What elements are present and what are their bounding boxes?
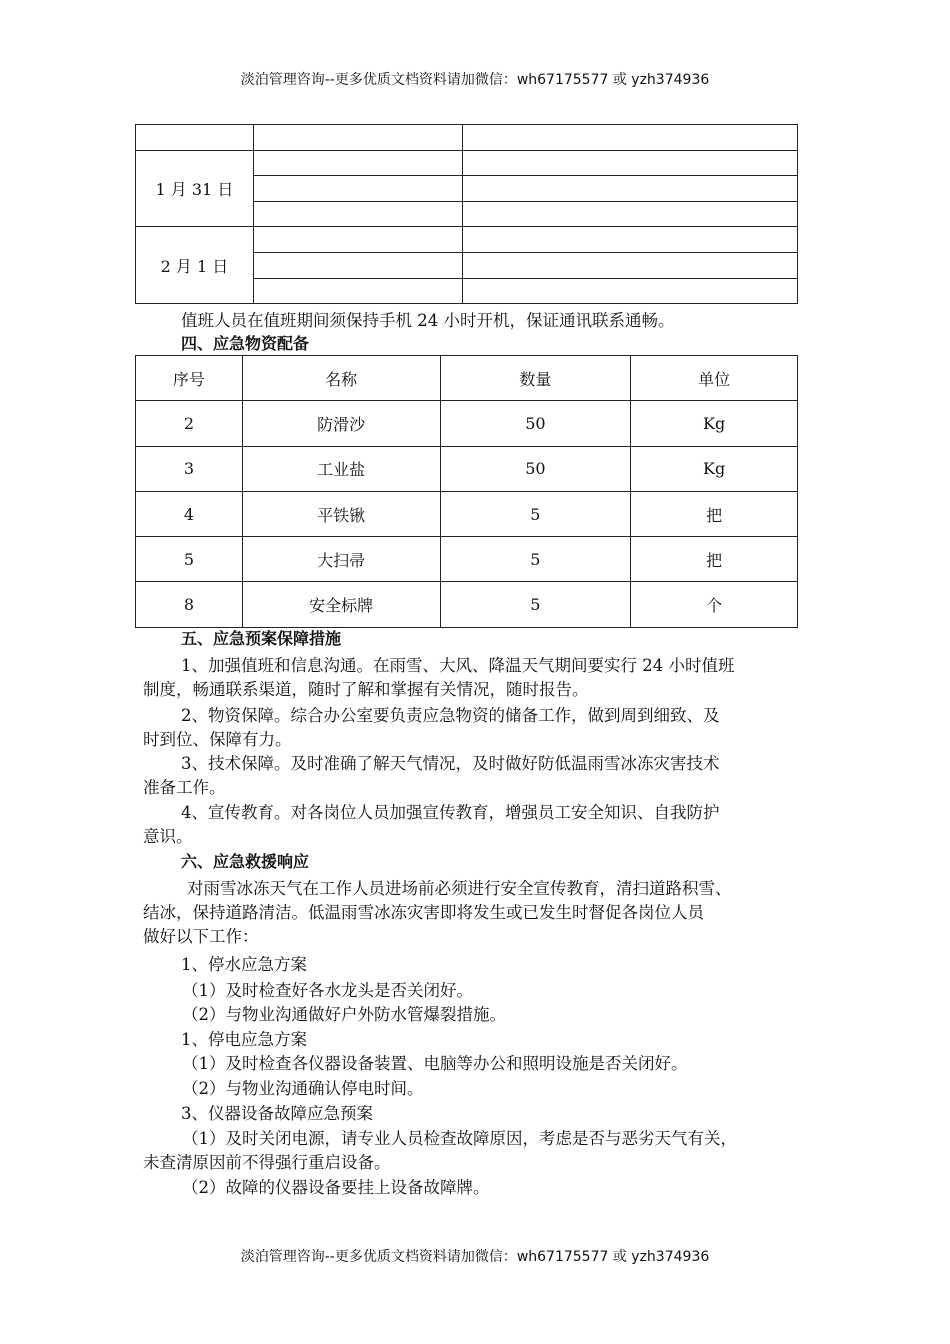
table-cell: 防滑沙 — [242, 401, 440, 446]
list-item: 未查清原因前不得强行重启设备。 — [143, 1153, 391, 1172]
duty-note: 值班人员在值班期间须保持手机 24 小时开机，保证通讯联系通畅。 — [181, 311, 675, 330]
table-cell: 大扫帚 — [242, 537, 440, 582]
table-cell: 5 — [440, 491, 631, 536]
table-cell: 50 — [440, 401, 631, 446]
list-item: 1、停电应急方案 — [181, 1030, 307, 1049]
table-cell: 个 — [631, 582, 798, 627]
paragraph-line: 做好以下工作： — [143, 927, 259, 946]
table-row — [136, 401, 798, 446]
paragraph-line: 2、物资保障。综合办公室要负责应急物资的储备工作，做到周到细致、及 — [181, 706, 720, 725]
table-cell: 5 — [136, 537, 243, 582]
duty-date-cell: 1 月 31 日 — [136, 150, 254, 227]
table-cell: 把 — [631, 491, 798, 536]
table-row — [136, 227, 798, 253]
table-cell: 把 — [631, 537, 798, 582]
list-item: （2）与物业沟通做好户外防水管爆裂措施。 — [182, 1005, 506, 1024]
table-cell: 4 — [136, 491, 243, 536]
paragraph-line: 1、加强值班和信息沟通。在雨雪、大风、降温天气期间要实行 24 小时值班 — [181, 656, 735, 675]
list-item: （2）故障的仪器设备要挂上设备故障牌。 — [182, 1178, 490, 1197]
table-cell: 5 — [440, 582, 631, 627]
section4-title: 四、应急物资配备 — [181, 334, 310, 353]
table-header-row — [136, 356, 798, 401]
section5-title: 五、应急预案保障措施 — [181, 629, 342, 648]
paragraph-line: 3、技术保障。及时准确了解天气情况，及时做好防低温雨雪冰冻灾害技术 — [181, 754, 720, 773]
paragraph-line: 准备工作。 — [143, 778, 226, 797]
duty-table — [135, 124, 798, 304]
table-cell: 安全标牌 — [242, 582, 440, 627]
list-item: （1）及时检查各仪器设备装置、电脑等办公和照明设施是否关闭好。 — [182, 1054, 688, 1073]
table-cell: 8 — [136, 582, 243, 627]
table-row — [136, 582, 798, 627]
table-cell: 3 — [136, 446, 243, 491]
table-cell: 平铁锹 — [242, 491, 440, 536]
supplies-table — [135, 355, 798, 628]
page-header: 淡泊管理咨询--更多优质文档资料请加微信：wh67175577 或 yzh374936 — [240, 72, 710, 88]
list-item: 1、停水应急方案 — [181, 955, 307, 974]
list-item: （1）及时检查好各水龙头是否关闭好。 — [182, 981, 473, 1000]
list-item: （2）与物业沟通确认停电时间。 — [182, 1079, 424, 1098]
paragraph-line: 结冰，保持道路清洁。低温雨雪冰冻灾害即将发生或已发生时督促各岗位人员 — [143, 903, 704, 922]
table-row — [136, 537, 798, 582]
table-row — [136, 125, 798, 151]
column-header: 序号 — [136, 356, 243, 401]
section6-title: 六、应急救援响应 — [181, 852, 310, 871]
table-cell: Kg — [631, 401, 798, 446]
paragraph-line: 时到位、保障有力。 — [143, 730, 292, 749]
column-header: 单位 — [631, 356, 798, 401]
table-cell: 50 — [440, 446, 631, 491]
page-footer: 淡泊管理咨询--更多优质文档资料请加微信：wh67175577 或 yzh374936 — [240, 1249, 710, 1265]
column-header: 数量 — [440, 356, 631, 401]
list-item: 3、仪器设备故障应急预案 — [181, 1104, 373, 1123]
paragraph-line: 意识。 — [143, 827, 193, 846]
duty-date-cell: 2 月 1 日 — [136, 227, 254, 304]
column-header: 名称 — [242, 356, 440, 401]
table-row — [136, 150, 798, 176]
list-item: （1）及时关闭电源，请专业人员检查故障原因，考虑是否与恶劣天气有关， — [182, 1129, 737, 1148]
table-cell: 工业盐 — [242, 446, 440, 491]
table-row — [136, 446, 798, 491]
table-cell: Kg — [631, 446, 798, 491]
paragraph-line: 对雨雪冰冻天气在工作人员进场前必须进行安全宣传教育，清扫道路积雪、 — [187, 879, 732, 898]
paragraph-line: 制度，畅通联系渠道，随时了解和掌握有关情况，随时报告。 — [143, 680, 589, 699]
table-cell: 5 — [440, 537, 631, 582]
table-cell: 2 — [136, 401, 243, 446]
table-row — [136, 491, 798, 536]
paragraph-line: 4、宣传教育。对各岗位人员加强宣传教育，增强员工安全知识、自我防护 — [181, 803, 720, 822]
